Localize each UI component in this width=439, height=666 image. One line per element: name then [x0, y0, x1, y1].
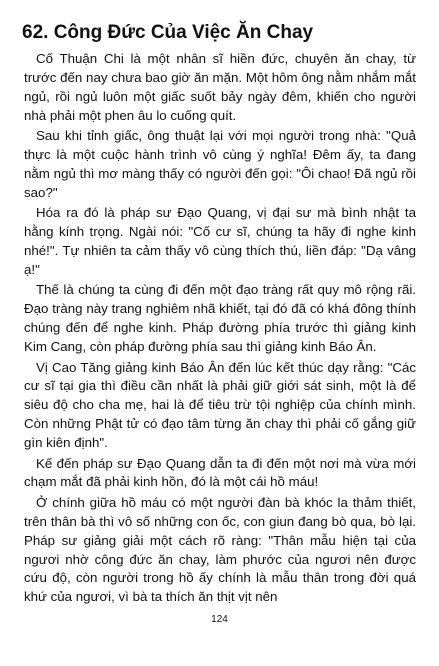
- paragraph: Vị Cao Tăng giảng kinh Báo Ân đến lúc kết thúc dạy rằng: "Các cư sĩ tại gia thì điều cần nhất là phải giữ giới sát sinh, một là để siêu độ cho cha mẹ, hai là để tiêu trừ tội nghiệp của chính mình. Còn những Phật tử có đạo tâm từng ăn chay thì phải cố gắng giữ gìn kiên định".: [24, 359, 416, 451]
- paragraph: Cố Thuận Chi là một nhân sĩ hiền đức, chuyên ăn chay, từ trước đến nay chưa bao giờ ăn mặn. Một hôm ông nằm nhắm mắt ngủ, rồi ngủ luôn một giấc suốt bảy ngày đêm, khiến cho người nhà phải một phen âu lo cuống quít.: [24, 51, 416, 123]
- paragraph: Hóa ra đó là pháp sư Đạo Quang, vị đại sư mà bình nhật ta hằng kính trọng. Ngài nói: "Cố cư sĩ, chúng ta hãy đi nghe kinh nhé!". Tự nhiên ta cảm thấy vô cùng thích thú, liền đáp: "Dạ vâng ạ!": [24, 205, 416, 277]
- paragraph: Sau khi tỉnh giấc, ông thuật lại với mọi người trong nhà: "Quả thực là một cuộc hành trình vô cùng ý nghĩa! Đêm ấy, ta đang nằm ngủ thì mơ màng thấy có người đến gọi: "Ôi chao! Đã ngủ rồi sao?": [24, 128, 416, 200]
- chapter-body: [24, 50, 416, 609]
- paragraph: Ở chính giữa hồ máu có một người đàn bà khóc la thảm thiết, trên thân bà thì vô số những con ốc, con giun đang bò qua, bò lại. Pháp sư giảng giải một cách rõ ràng: "Thân mẫu hiện tại của ngươi nhờ công đức ăn chay, làm phước của ngươi nên được cứu độ, còn người trong hồ ấy chính là mẫu thân trong đời quá khứ của ngươi, vì bà ta thích ăn thịt vịt nên: [24, 494, 416, 605]
- page-number: 124: [211, 614, 228, 625]
- paragraph: Thế là chúng ta cùng đi đến một đạo tràng rất quy mô rộng rãi. Đạo tràng này trang nghiêm nhã khiết, tại đó đã có khá đông thính chúng đến để nghe kinh. Pháp đường phía trước thì giảng kinh Kim Cang, còn pháp đường phía sau thì giảng kinh Báo Ân.: [24, 282, 416, 355]
- paragraph: Kế đến pháp sư Đạo Quang dẫn ta đi đến một nơi mà vừa mới chạm mắt đã phải kinh hồn, đó là một cái hồ máu!: [24, 455, 416, 490]
- chapter-title: 62. Công Đức Của Việc Ăn Chay: [22, 22, 314, 43]
